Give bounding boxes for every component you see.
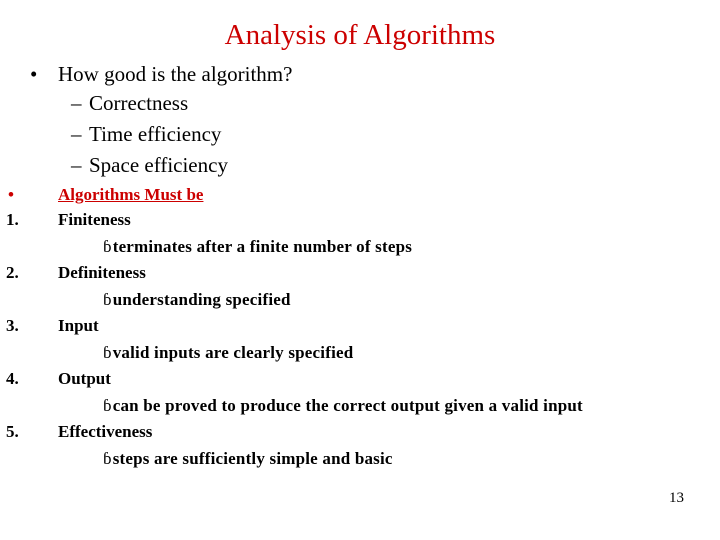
slide-title: Analysis of Algorithms: [224, 19, 496, 51]
requirement-name: Effectiveness: [58, 422, 153, 441]
arrow-glyph-icon: ɓ: [103, 396, 112, 415]
requirement-name: Finiteness: [58, 210, 131, 229]
requirement-name: Output: [58, 369, 111, 388]
requirement-number: 3.: [6, 316, 19, 335]
requirement-input: [6, 315, 99, 337]
arrow-glyph-icon: ɓ: [103, 290, 112, 309]
sub-bullet-text: Correctness: [89, 91, 189, 115]
dash-marker: –: [71, 153, 82, 177]
requirement-number: 4.: [6, 369, 19, 388]
main-bullet: [30, 61, 292, 87]
requirement-desc-finiteness: [103, 236, 412, 258]
arrow-glyph-icon: ɓ: [103, 343, 112, 362]
requirement-effectiveness: [6, 421, 152, 443]
page-number: 13: [669, 490, 684, 506]
sub-bullet-correctness: [71, 90, 188, 116]
requirement-desc-effectiveness: [103, 448, 393, 470]
bullet-marker: •: [30, 62, 38, 86]
requirement-desc-output: [103, 395, 583, 417]
dash-marker: –: [71, 122, 82, 146]
sub-bullet-text: Time efficiency: [89, 122, 222, 146]
requirement-desc-text: steps are sufficiently simple and basic: [112, 449, 393, 468]
sub-bullet-time-efficiency: [71, 121, 221, 147]
requirement-number: 2.: [6, 263, 19, 282]
requirement-desc-definiteness: [103, 289, 291, 311]
requirement-desc-text: valid inputs are clearly specified: [112, 343, 354, 362]
requirement-definiteness: [6, 262, 146, 284]
requirement-number: 1.: [6, 210, 19, 229]
requirement-desc-text: terminates after a finite number of steps: [112, 237, 413, 256]
requirement-number: 5.: [6, 422, 19, 441]
requirements-heading: [8, 184, 203, 206]
sub-bullet-space-efficiency: [71, 152, 228, 178]
requirement-desc-text: can be proved to produce the correct output given a valid input: [112, 396, 583, 415]
arrow-glyph-icon: ɓ: [103, 237, 112, 256]
requirements-heading-text: Algorithms Must be: [58, 185, 204, 204]
requirement-name: Definiteness: [58, 263, 146, 282]
requirement-desc-input: [103, 342, 353, 364]
requirement-name: Input: [58, 316, 99, 335]
requirement-finiteness: [6, 209, 131, 231]
arrow-glyph-icon: ɓ: [103, 449, 112, 468]
sub-bullet-text: Space efficiency: [89, 153, 228, 177]
dash-marker: –: [71, 91, 82, 115]
main-bullet-text: How good is the algorithm?: [58, 62, 293, 86]
requirement-desc-text: understanding specified: [112, 290, 291, 309]
requirement-output: [6, 368, 111, 390]
bullet-marker: •: [8, 185, 14, 204]
